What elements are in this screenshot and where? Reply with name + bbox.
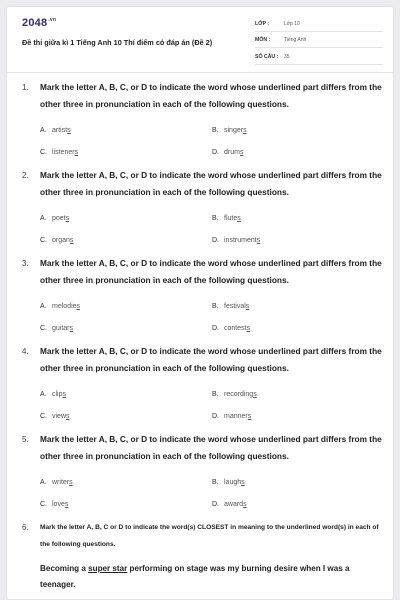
option-underlined-part: s: [237, 215, 241, 222]
option-underlined-part: s: [64, 501, 69, 508]
question-text: Mark the letter A, B, C, or D to indicate the word whose underlined part differs from the other three in pronunciation in each of the following questions.: [40, 258, 382, 285]
exam-meta: [255, 17, 383, 66]
option-word: [52, 325, 73, 332]
question-number: 3.: [22, 259, 29, 268]
answer-option-b[interactable]: [212, 391, 257, 398]
answer-option-d[interactable]: [212, 325, 250, 332]
sentence-before: Becoming a: [40, 564, 89, 573]
logo-suffix: .vn: [48, 17, 57, 23]
meta-row-class: [255, 17, 383, 32]
option-letter: A.: [40, 479, 47, 486]
option-word: [224, 127, 247, 134]
answer-option-a[interactable]: [40, 391, 66, 398]
option-underlined-part: s: [243, 501, 247, 508]
exam-title: Đề thi giữa kì 1 Tiếng Anh 10 Thí điểm có đáp án (Đề 2): [22, 38, 213, 47]
option-underlined-part: s: [247, 413, 252, 420]
option-word: [52, 303, 80, 310]
exam-header: [7, 7, 393, 73]
option-word-stem: flute: [224, 215, 238, 222]
option-letter: A.: [40, 127, 47, 134]
option-letter: C.: [40, 325, 47, 332]
option-word-stem: listener: [52, 149, 75, 156]
meta-row-subject: [255, 33, 383, 48]
option-underlined-part: s: [74, 149, 79, 156]
option-underlined-part: s: [245, 303, 250, 310]
answer-option-c[interactable]: [40, 413, 70, 420]
option-letter: A.: [40, 215, 47, 222]
option-underlined-part: s: [69, 237, 74, 244]
question-number: 4.: [22, 347, 29, 356]
answer-option-d[interactable]: [212, 501, 247, 508]
question-text: Mark the letter A, B, C, or D to indicate the word whose underlined part differs from the other three in pronunciation in each of the following questions.: [40, 82, 382, 109]
option-word: [52, 127, 71, 134]
answer-option-b[interactable]: [212, 479, 245, 486]
option-word-stem: love: [52, 501, 65, 508]
option-word-stem: festival: [224, 303, 246, 310]
answer-option-b[interactable]: [212, 127, 247, 134]
answer-option-b[interactable]: [212, 215, 241, 222]
option-word-stem: poet: [52, 215, 66, 222]
option-word: [52, 479, 73, 486]
question-number: 2.: [22, 171, 29, 180]
option-word: [52, 501, 68, 508]
option-word: [224, 479, 245, 486]
option-word-stem: instrument: [224, 237, 257, 244]
answer-option-d[interactable]: [212, 413, 251, 420]
question-number: 1.: [22, 83, 29, 92]
option-underlined-part: s: [246, 325, 251, 332]
option-word: [52, 215, 69, 222]
meta-key-subject: MÔN :: [255, 37, 271, 44]
question-sentence: [40, 561, 385, 593]
option-underlined-part: s: [67, 127, 71, 134]
option-underlined-part: s: [66, 413, 70, 420]
meta-value-subject: Tiếng Anh: [284, 37, 307, 44]
option-underlined-part: s: [69, 479, 73, 486]
meta-value-class: Lớp 10: [284, 21, 300, 27]
question-number: 6.: [22, 523, 29, 532]
exam-page: [6, 6, 394, 600]
answer-option-a[interactable]: [40, 479, 73, 486]
option-letter: C.: [40, 413, 47, 420]
option-letter: D.: [212, 149, 219, 156]
answer-option-c[interactable]: [40, 149, 78, 156]
option-word: [224, 149, 243, 156]
option-word-stem: laugh: [224, 479, 242, 486]
option-word: [224, 325, 250, 332]
option-letter: C.: [40, 149, 47, 156]
option-underlined-part: s: [65, 215, 70, 222]
meta-key-class: LỚP :: [255, 21, 270, 27]
answer-option-a[interactable]: [40, 215, 69, 222]
question-text: Mark the letter A, B, C, or D to indicate the word whose underlined part differs from the other three in pronunciation in each of the following questions.: [40, 434, 382, 461]
option-letter: A.: [40, 303, 47, 310]
question-text: Mark the letter A, B, C, or D to indicate the word whose underlined part differs from the other three in pronunciation in each of the following questions.: [40, 170, 382, 197]
option-letter: B.: [212, 303, 219, 310]
option-letter: D.: [212, 237, 219, 244]
option-underlined-part: s: [243, 127, 247, 134]
meta-row-count: [255, 50, 383, 65]
site-logo[interactable]: [22, 17, 56, 29]
option-word-stem: award: [224, 501, 244, 508]
option-word-stem: recording: [224, 391, 254, 398]
option-letter: A.: [40, 391, 47, 398]
option-letter: B.: [212, 127, 219, 134]
logo-text: 2048: [22, 17, 48, 29]
meta-value-count: 35: [284, 53, 290, 60]
option-word: [52, 391, 66, 398]
option-underlined-part: s: [239, 149, 244, 156]
answer-option-a[interactable]: [40, 303, 80, 310]
sentence-underlined: super star: [88, 564, 128, 573]
question-text: Mark the letter A, B, C or D to indicate the word(s) CLOSEST in meaning to the underlined word(s) in each of the following questions.: [40, 524, 379, 548]
option-word-stem: manner: [224, 413, 248, 420]
option-underlined-part: s: [256, 237, 261, 244]
answer-option-c[interactable]: [40, 237, 73, 244]
sentence-after: performing on stage was my burning desire when I was a teenager.: [40, 564, 350, 589]
option-letter: D.: [212, 413, 219, 420]
option-underlined-part: s: [69, 325, 74, 332]
option-word: [52, 149, 78, 156]
option-word-stem: writer: [52, 479, 70, 486]
option-word: [224, 215, 241, 222]
option-word-stem: melodie: [52, 303, 77, 310]
option-letter: D.: [212, 501, 219, 508]
option-underlined-part: s: [253, 391, 257, 398]
question-number: 5.: [22, 435, 29, 444]
option-word-stem: drum: [224, 149, 240, 156]
option-letter: B.: [212, 391, 219, 398]
option-letter: C.: [40, 237, 47, 244]
option-word-stem: view: [52, 413, 67, 420]
option-word: [224, 413, 251, 420]
option-letter: C.: [40, 501, 47, 508]
option-word-stem: organ: [52, 237, 70, 244]
option-word: [52, 237, 73, 244]
answer-option-d[interactable]: [212, 237, 260, 244]
answer-option-c[interactable]: [40, 501, 68, 508]
option-word: [224, 303, 249, 310]
option-word-stem: clip: [52, 391, 63, 398]
option-underlined-part: s: [76, 303, 81, 310]
option-word: [52, 413, 70, 420]
option-word-stem: artist: [52, 127, 68, 134]
option-word: [224, 391, 257, 398]
option-word-stem: guitar: [52, 325, 70, 332]
option-letter: D.: [212, 325, 219, 332]
option-word: [224, 237, 260, 244]
option-word: [224, 501, 247, 508]
answer-option-b[interactable]: [212, 303, 249, 310]
answer-option-a[interactable]: [40, 127, 71, 134]
option-underlined-part: s: [62, 391, 67, 398]
answer-option-d[interactable]: [212, 149, 243, 156]
question-text: Mark the letter A, B, C, or D to indicate the word whose underlined part differs from the other three in pronunciation in each of the following questions.: [40, 346, 382, 373]
option-letter: B.: [212, 479, 219, 486]
option-letter: B.: [212, 215, 219, 222]
option-word-stem: contest: [224, 325, 247, 332]
meta-key-count: SỐ CÂU :: [255, 53, 279, 60]
answer-option-c[interactable]: [40, 325, 73, 332]
option-underlined-part: s: [241, 479, 245, 486]
option-word-stem: singer: [224, 127, 244, 134]
